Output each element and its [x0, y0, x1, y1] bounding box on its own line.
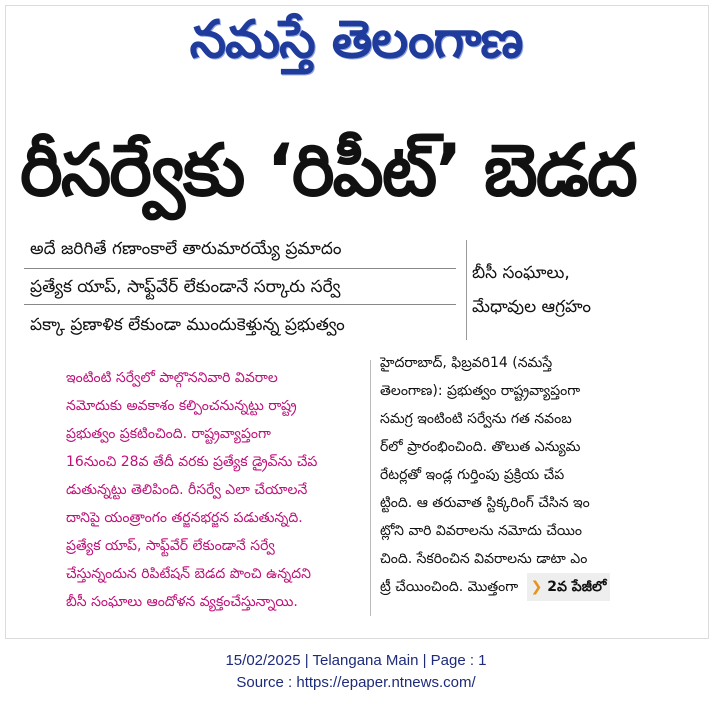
body-line-text: ట్రీ చేయించింది. మొత్తంగా	[380, 579, 519, 595]
highlight-line: ఇంటింటి సర్వేలో పాల్గొననివారి వివరాల	[66, 370, 278, 386]
sidebox-divider	[466, 240, 467, 340]
subhead-2: ప్రత్యేక యాప్, సాఫ్ట్‌వేర్ లేకుండానే సర్కారు సర్వే	[30, 277, 341, 297]
sidebox	[472, 256, 692, 324]
subhead-divider	[24, 304, 456, 305]
highlight-line: ప్రభుత్వం ప్రకటించింది. రాష్ట్రవ్యాప్తంగా	[66, 426, 271, 442]
highlight-line: 16నుంచి 28వ తేదీ వరకు ప్రత్యేక డ్రైవ్‌ను చేప	[66, 454, 318, 470]
body-line: సమగ్ర ఇంటింటి సర్వేను గత నవంబ	[380, 411, 572, 427]
highlight-column	[66, 364, 366, 616]
subhead-3: పక్కా ప్రణాళిక లేకుండా ముందుకెళ్తున్న ప్రభుత్వం	[30, 315, 345, 335]
continued-label: 2వ పేజీలో	[547, 579, 607, 595]
highlight-line: ప్రత్యేక యాప్, సాఫ్ట్‌వేర్ లేకుండానే సర్వే	[66, 538, 275, 554]
sidebox-line: మేధావుల ఆగ్రహం	[472, 297, 592, 317]
highlight-line: డుతున్నట్టు తెలిపింది. రీసర్వే ఎలా చేయాలనే	[66, 482, 308, 498]
body-line-last	[380, 573, 690, 601]
chevron-right-icon: ❯	[530, 579, 543, 595]
body-line: రేటర్లతో ఇండ్ల గుర్తింపు ప్రక్రియ చేప	[380, 467, 565, 483]
footer-source: Source : https://epaper.ntnews.com/	[236, 674, 476, 691]
highlight-line: బీసీ సంఘాలు ఆందోళన వ్యక్తంచేస్తున్నాయి.	[66, 594, 298, 610]
body-line: ర్‌లో ప్రారంభించింది. తొలుత ఎన్యుమ	[380, 439, 581, 455]
highlight-line: దానిపై యంత్రాంగం తర్జనభర్జన పడుతున్నది.	[66, 510, 303, 526]
footer-date-edition: 15/02/2025 | Telangana Main | Page : 1	[225, 652, 487, 669]
body-line: హైదరాబాద్, ఫిబ్రవరి14 (నమస్తే	[380, 355, 553, 371]
body-line: చింది. సేకరించిన వివరాలను డాటా ఎం	[380, 551, 588, 567]
body-line: ట్లోని వారి వివరాలను నమోదు చేయిం	[380, 523, 583, 539]
column-divider	[370, 360, 371, 616]
highlight-line: చేస్తున్నందున రిపిటేషన్ బెడద పొంచి ఉన్నదని	[66, 566, 311, 582]
highlight-line: నమోదుకు అవకాశం కల్పించనున్నట్టు రాష్ట్ర	[66, 398, 297, 414]
subhead-1: అదే జరిగితే గణాంకాలే తారుమారయ్యే ప్రమాదం	[30, 239, 342, 259]
headline: రీసర్వేకు ‘రిపీట్’ బెడద	[20, 128, 636, 212]
footer	[0, 650, 712, 694]
body-line: తెలంగాణ): ప్రభుత్వం రాష్ట్రవ్యాప్తంగా	[380, 383, 581, 399]
continued-on-page-link[interactable]	[527, 573, 611, 601]
sidebox-line: బీసీ సంఘాలు,	[472, 263, 570, 283]
article-body	[380, 349, 690, 601]
masthead-logo: నమస్తే తెలంగాణ	[189, 10, 523, 70]
body-line: ట్టింది. ఆ తరువాత స్టిక్కరింగ్ చేసిన ఇం	[380, 495, 590, 511]
subhead-divider	[24, 268, 456, 269]
